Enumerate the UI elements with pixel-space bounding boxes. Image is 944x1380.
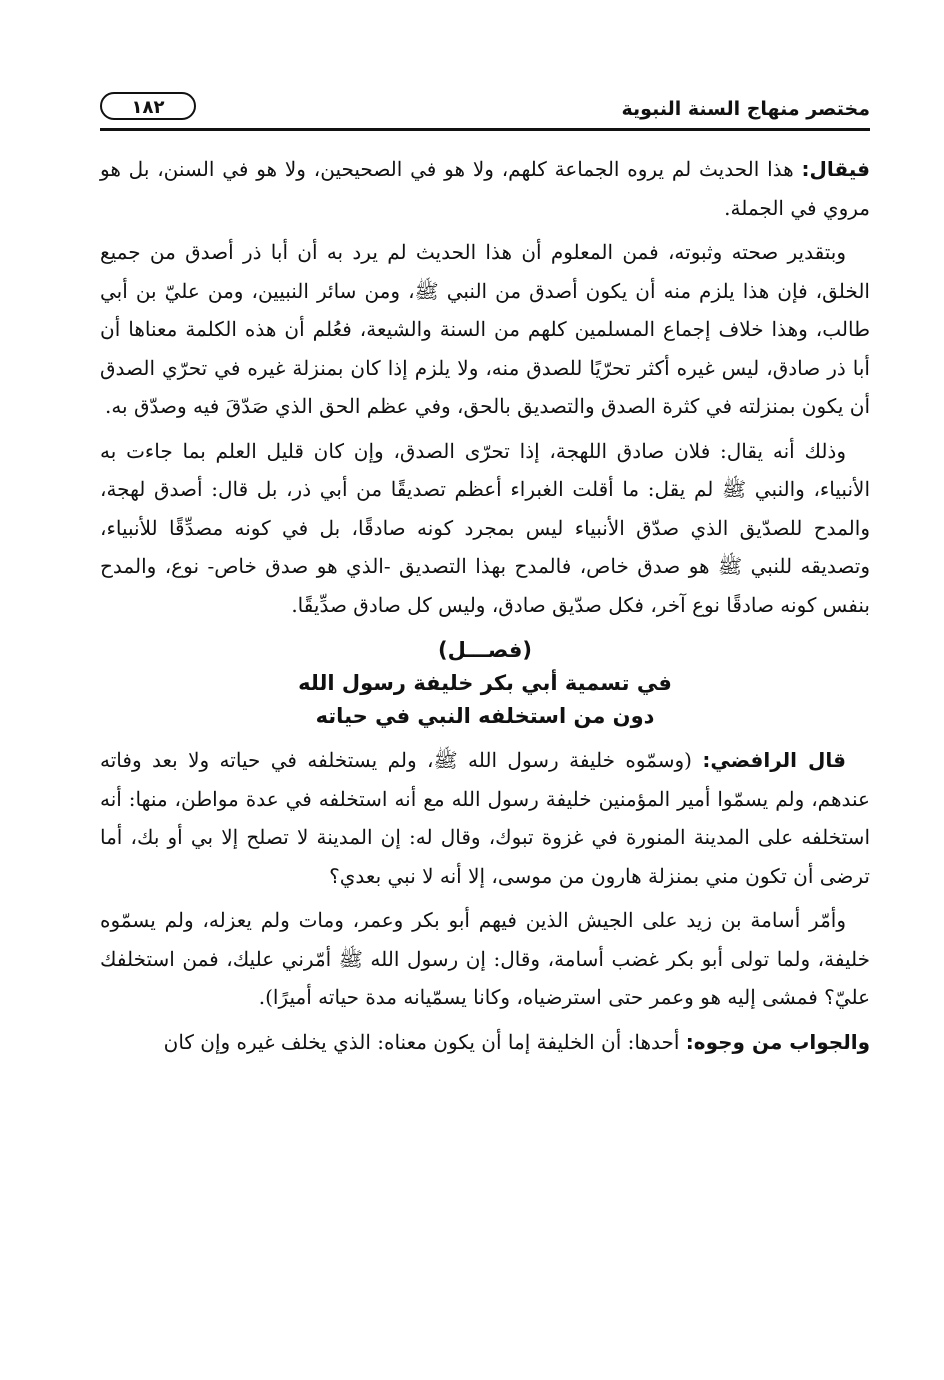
paragraph	[100, 901, 870, 1017]
section-title-line-1: في تسمية أبي بكر خليفة رسول الله	[298, 671, 672, 695]
paragraph-text: وذلك أنه يقال: فلان صادق اللهجة، إذا تحرّى الصدق، وإن كان قليل العلم بما جاءت به الأنبياء، والنبي ﷺ لم يقل: ما أقلت الغبراء أعظم تصديقًا من أبي ذر، بل قال: أصدق لهجة، والمدح للصدّيق الذي صدّق الأنبياء ليس بمجرد كونه صادقًا، بل في كونه مصدِّقًا للأنبياء، وتصديقه للنبي ﷺ هو صدق خاص، فالمدح بهذا التصديق -الذي هو صدق خاص- نوع، والمدح بنفس كونه صادقًا نوع آخر، فكل صدّيق صادق، وليس كل صادق صدِّيقًا.	[100, 438, 870, 617]
section-label: (فصـــل)	[438, 638, 532, 662]
paragraph-text: وأمّر أسامة بن زيد على الجيش الذين فيهم أبو بكر وعمر، ومات ولم يعزله، ولم يسمّوه خليفة، ولما تولى أبو بكر غضب أسامة، وقال: إن رسول الله ﷺ أمّرني عليك، فمن استخلفك عليّ؟ فمشى إليه هو وعمر حتى استرضياه، وكانا يسمّيانه مدة حياته أميرًا).	[100, 908, 870, 1009]
paragraph	[100, 150, 870, 227]
section-title-line-2: دون من استخلفه النبي في حياته	[315, 704, 655, 728]
paragraph-lead: والجواب من وجوه:	[685, 1029, 870, 1054]
header-divider	[100, 128, 870, 131]
section-heading	[100, 634, 870, 733]
page-body	[100, 150, 870, 1067]
paragraph	[100, 432, 870, 625]
page-number: ١٨٢	[100, 92, 196, 120]
paragraph-text: (وسمّوه خليفة رسول الله ﷺ، ولم يستخلفه في حياته ولا بعد وفاته عندهم، ولم يسمّوا أمير المؤمنين خليفة رسول الله مع أنه استخلفه في عدة مواطن، منها: أنه استخلفه على المدينة المنورة في غزوة تبوك، وقال له: إن المدينة لا تصلح إلا بي أو بك، أما ترضى أن تكون مني بمنزلة هارون من موسى، إلا أنه لا نبي بعدي؟	[100, 748, 870, 888]
page-header	[100, 86, 870, 126]
paragraph	[100, 1023, 870, 1062]
paragraph-text: وبتقدير صحته وثبوته، فمن المعلوم أن هذا الحديث لم يرد به أن أبا ذر أصدق من جميع الخلق، فإن هذا يلزم منه أن يكون أصدق من النبي ﷺ، ومن سائر النبيين، ومن عليّ بن أبي طالب، وهذا خلاف إجماع المسلمين كلهم من السنة والشيعة، فعُلم أن هذه الكلمة معناها أن أبا ذر صادق، ليس غيره أكثر تحرّيًا للصدق منه، ولا يلزم إذا كان بمنزلة غيره في تحرّي الصدق أن يكون بمنزلته في كثرة الصدق والتصديق بالحق، وفي عظم الحق الذي صَدّقَ فيه وصدّق به.	[100, 240, 870, 418]
paragraph-text: أحدها: أن الخليفة إما أن يكون معناه: الذي يخلف غيره وإن كان	[163, 1029, 686, 1054]
paragraph-lead: قال الرافضي:	[702, 748, 846, 772]
paragraph-text: هذا الحديث لم يروه الجماعة كلهم، ولا هو في الصحيحين، ولا هو في السنن، بل هو مروي في الجملة.	[100, 157, 870, 220]
paragraph-lead: فيقال:	[801, 157, 870, 181]
paragraph	[100, 741, 870, 895]
paragraph	[100, 233, 870, 426]
book-title: مختصر منهاج السنة النبوية	[621, 98, 870, 120]
